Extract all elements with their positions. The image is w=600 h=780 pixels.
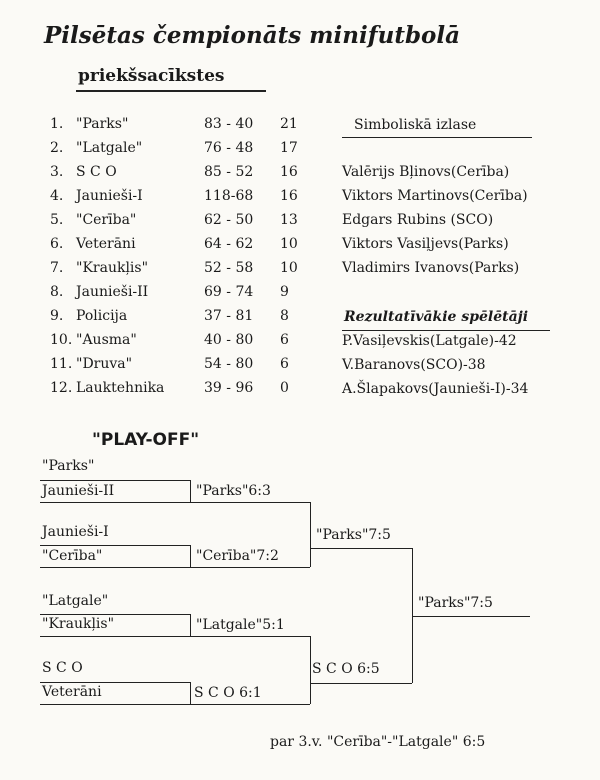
list-item: Vladimirs Ivanovs(Parks) — [342, 260, 520, 276]
bracket-team: "Latgale" — [42, 593, 109, 609]
bracket-line — [190, 636, 310, 637]
score-cell: 52 - 58 — [204, 260, 254, 276]
rank-cell: 8. — [50, 284, 64, 300]
symbolic-team-list — [342, 164, 528, 284]
table-row — [50, 140, 310, 164]
bracket-line — [190, 704, 310, 705]
rank-cell: 10. — [50, 332, 73, 348]
bracket-team: S C O — [42, 660, 83, 676]
points-cell: 10 — [280, 260, 298, 276]
points-cell: 13 — [280, 212, 298, 228]
rank-cell: 7. — [50, 260, 64, 276]
third-place-result: par 3.v. "Cerība"-"Latgale" 6:5 — [270, 734, 486, 750]
table-row — [50, 284, 310, 308]
table-row — [50, 260, 310, 284]
points-cell: 9 — [280, 284, 289, 300]
rank-cell: 2. — [50, 140, 64, 156]
bracket-line — [40, 636, 190, 637]
score-cell: 54 - 80 — [204, 356, 254, 372]
team-cell: "Parks" — [76, 116, 129, 132]
table-row — [50, 308, 310, 332]
bracket-line — [40, 502, 190, 503]
page-subtitle: priekšsacīkstes — [78, 66, 225, 86]
top-scorers-heading: Rezultatīvākie spēlētāji — [344, 309, 529, 325]
bracket-line — [190, 480, 191, 502]
bracket-team: "Kraukļis" — [42, 616, 115, 632]
bracket-team: "Cerība" — [42, 548, 103, 564]
bracket-line — [40, 614, 190, 615]
rank-cell: 9. — [50, 308, 64, 324]
points-cell: 17 — [280, 140, 298, 156]
playoff-title: "PLAY-OFF" — [92, 430, 200, 450]
bracket-line — [190, 614, 191, 636]
bracket-line — [40, 545, 190, 546]
list-item: P.Vasiļevskis(Latgale)-42 — [342, 333, 517, 349]
rank-cell: 12. — [50, 380, 73, 396]
symbolic-team-heading: Simboliskā izlase — [354, 117, 477, 133]
points-cell: 8 — [280, 308, 289, 324]
list-item: Valērijs Bļinovs(Cerība) — [342, 164, 510, 180]
bracket-line — [190, 567, 310, 568]
rank-cell: 5. — [50, 212, 64, 228]
bracket-winner: "Parks"7:5 — [316, 527, 391, 543]
top-scorers-list — [342, 333, 528, 405]
bracket-winner: "Cerība"7:2 — [196, 548, 279, 564]
bracket-line — [190, 545, 191, 567]
table-row — [50, 380, 310, 404]
list-item: A.Šlapakovs(Jaunieši-I)-34 — [342, 381, 529, 397]
table-row — [50, 236, 310, 260]
points-cell: 6 — [280, 332, 289, 348]
points-cell: 10 — [280, 236, 298, 252]
bracket-winner: "Latgale"5:1 — [196, 617, 285, 633]
points-cell: 21 — [280, 116, 298, 132]
team-cell: S C O — [76, 164, 117, 180]
team-cell: "Latgale" — [76, 140, 143, 156]
table-row — [50, 356, 310, 380]
table-row — [50, 188, 310, 212]
bracket-winner: S C O 6:5 — [312, 661, 380, 677]
score-cell: 39 - 96 — [204, 380, 254, 396]
score-cell: 62 - 50 — [204, 212, 254, 228]
top-scorers-underline — [342, 330, 550, 331]
team-cell: Jaunieši-I — [76, 188, 143, 204]
bracket-team: Jaunieši-II — [42, 483, 115, 499]
rank-cell: 4. — [50, 188, 64, 204]
rank-cell: 11. — [50, 356, 73, 372]
bracket-line — [40, 480, 190, 481]
bracket-winner: S C O 6:1 — [194, 685, 262, 701]
bracket-line — [40, 682, 190, 683]
table-row — [50, 212, 310, 236]
score-cell: 76 - 48 — [204, 140, 254, 156]
points-cell: 6 — [280, 356, 289, 372]
score-cell: 85 - 52 — [204, 164, 254, 180]
score-cell: 69 - 74 — [204, 284, 254, 300]
score-cell: 37 - 81 — [204, 308, 254, 324]
team-cell: "Ausma" — [76, 332, 137, 348]
bracket-champion: "Parks"7:5 — [418, 595, 493, 611]
points-cell: 0 — [280, 380, 289, 396]
score-cell: 64 - 62 — [204, 236, 254, 252]
score-cell: 118-68 — [204, 188, 254, 204]
bracket-line — [310, 683, 412, 684]
rank-cell: 3. — [50, 164, 64, 180]
bracket-line — [40, 704, 190, 705]
team-cell: Policija — [76, 308, 128, 324]
bracket-line — [310, 548, 412, 549]
bracket-line — [40, 567, 190, 568]
score-cell: 83 - 40 — [204, 116, 254, 132]
bracket-line — [190, 502, 310, 503]
score-cell: 40 - 80 — [204, 332, 254, 348]
bracket-line — [190, 682, 191, 704]
team-cell: Veterāni — [76, 236, 136, 252]
points-cell: 16 — [280, 188, 298, 204]
team-cell: "Cerība" — [76, 212, 137, 228]
bracket-team: Jaunieši-I — [42, 524, 109, 540]
table-row — [50, 332, 310, 356]
symbolic-team-underline — [342, 137, 532, 138]
team-cell: "Kraukļis" — [76, 260, 149, 276]
list-item: Viktors Martinovs(Cerība) — [342, 188, 528, 204]
page-title: Pilsētas čempionāts minifutbolā — [44, 22, 461, 49]
list-item: Edgars Rubins (SCO) — [342, 212, 494, 228]
rank-cell: 1. — [50, 116, 64, 132]
team-cell: "Druva" — [76, 356, 133, 372]
team-cell: Lauktehnika — [76, 380, 165, 396]
table-row — [50, 116, 310, 140]
bracket-team: "Parks" — [42, 458, 95, 474]
list-item: Viktors Vasiļjevs(Parks) — [342, 236, 509, 252]
rank-cell: 6. — [50, 236, 64, 252]
bracket-team: Veterāni — [42, 684, 102, 700]
team-cell: Jaunieši-II — [76, 284, 149, 300]
bracket-line — [310, 636, 311, 704]
bracket-line — [412, 616, 530, 617]
standings-table — [50, 116, 310, 404]
bracket-line — [310, 502, 311, 567]
list-item: V.Baranovs(SCO)-38 — [342, 357, 486, 373]
bracket-winner: "Parks"6:3 — [196, 483, 271, 499]
subtitle-underline — [76, 90, 266, 92]
table-row — [50, 164, 310, 188]
points-cell: 16 — [280, 164, 298, 180]
